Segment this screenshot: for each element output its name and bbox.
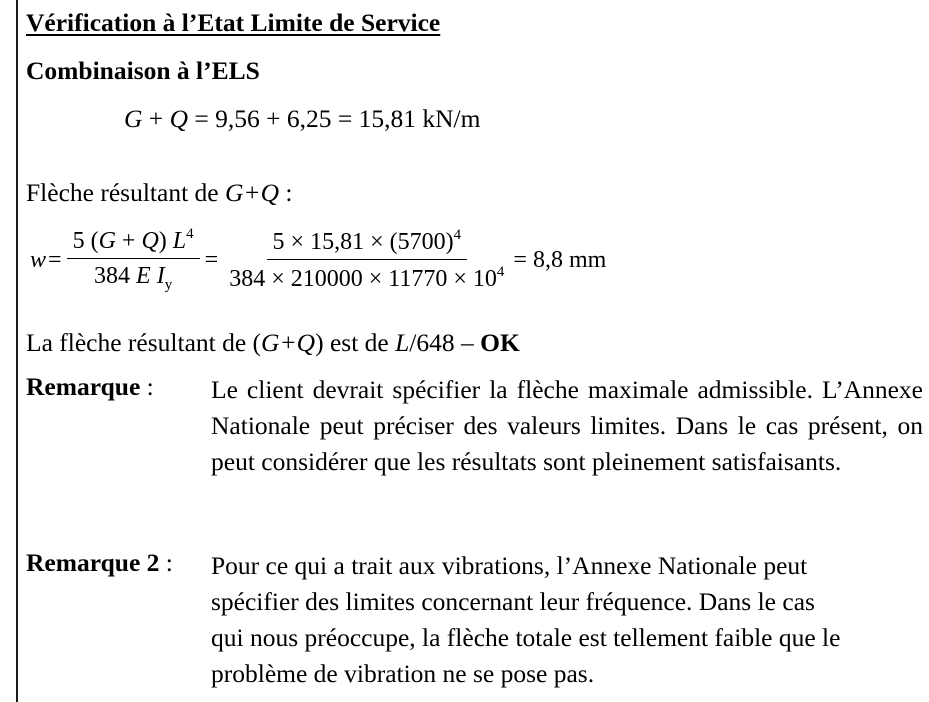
remark-2-line: Pour ce qui a trait aux vibrations, l’Annexe Nationale peut bbox=[211, 551, 808, 580]
remark-2-colon: : bbox=[159, 548, 173, 577]
den-E: E bbox=[136, 263, 151, 289]
deflection-formula bbox=[30, 226, 606, 294]
fraction-symbolic-numerator bbox=[67, 226, 200, 259]
remark-2-label bbox=[26, 548, 173, 578]
result-verdict: OK bbox=[480, 328, 520, 357]
deflection-intro-load: G+Q bbox=[224, 178, 280, 207]
load-combination-equation bbox=[124, 104, 480, 134]
result-ratio-value: /648 – bbox=[409, 328, 481, 357]
remark-2-text bbox=[211, 548, 923, 692]
remark-2-line: qui nous préoccupe, la flèche totale est tellement faible que le bbox=[211, 623, 841, 652]
den-I-subscript: y bbox=[164, 277, 173, 293]
deflection-result-line bbox=[26, 328, 520, 358]
fraction-numeric-denominator bbox=[223, 260, 510, 293]
remark-1-label bbox=[26, 372, 154, 402]
combination-result: = 9,56 + 6,25 = 15,81 kN/m bbox=[187, 104, 481, 133]
deflection-intro-text: Flèche résultant de bbox=[26, 178, 225, 207]
den-I: I bbox=[156, 263, 165, 289]
subsection-heading: Combinaison à l’ELS bbox=[26, 56, 260, 85]
formula-w: w bbox=[30, 246, 47, 273]
num-plus: + bbox=[115, 228, 142, 254]
formula-equals-1: = bbox=[48, 246, 62, 273]
permanent-load-symbol: G bbox=[124, 104, 143, 133]
remark-2-label-text: Remarque 2 bbox=[26, 548, 160, 577]
result-load: G+Q bbox=[261, 328, 316, 357]
formula-result: = 8,8 mm bbox=[513, 246, 607, 273]
deflection-intro bbox=[26, 178, 293, 208]
den-384: 384 bbox=[94, 263, 137, 289]
result-pre: La flèche résultant de ( bbox=[26, 328, 262, 357]
num-paren: ) bbox=[158, 228, 173, 254]
section-heading: Vérification à l’Etat Limite de Service bbox=[26, 8, 441, 37]
formula-equals-2: = bbox=[204, 246, 219, 273]
remark-1-colon: : bbox=[140, 372, 154, 401]
deflection-intro-colon: : bbox=[279, 178, 293, 207]
plus-sign: + bbox=[142, 104, 170, 133]
numeric-numerator-exponent: 4 bbox=[453, 227, 462, 243]
num-L: L bbox=[172, 228, 187, 254]
remark-2-line: spécifier des limites concernant leur fréquence. Dans le cas bbox=[211, 587, 815, 616]
fraction-numeric-numerator bbox=[267, 227, 468, 260]
num-G: G bbox=[98, 228, 116, 254]
remark-1-label-text: Remarque bbox=[26, 372, 141, 401]
numeric-numerator-text: 5 × 15,81 × (5700) bbox=[272, 229, 454, 255]
variable-load-symbol: Q bbox=[169, 104, 188, 133]
num-five: 5 ( bbox=[72, 228, 99, 254]
result-mid: ) est de bbox=[315, 328, 396, 357]
fraction-symbolic-denominator bbox=[88, 259, 178, 294]
numeric-denominator-text: 384 × 210000 × 11770 × 10 bbox=[229, 266, 497, 292]
numeric-denominator-exponent: 4 bbox=[496, 264, 505, 280]
remark-2-line: problème de vibration ne se pose pas. bbox=[211, 659, 595, 688]
formula-fraction-symbolic bbox=[67, 226, 200, 294]
result-ratio-L: L bbox=[395, 328, 410, 357]
page-margin-rule bbox=[16, 0, 18, 702]
num-L-exponent: 4 bbox=[186, 226, 194, 242]
remark-1-text: Le client devrait spécifier la flèche maximale admissible. L’Annexe Nationale peut préciser des valeurs limites. Dans le cas présent, on peut considérer que les résultats sont pleinement satisfaisants. bbox=[211, 375, 923, 476]
formula-fraction-numeric bbox=[223, 227, 510, 293]
num-Q: Q bbox=[141, 228, 159, 254]
